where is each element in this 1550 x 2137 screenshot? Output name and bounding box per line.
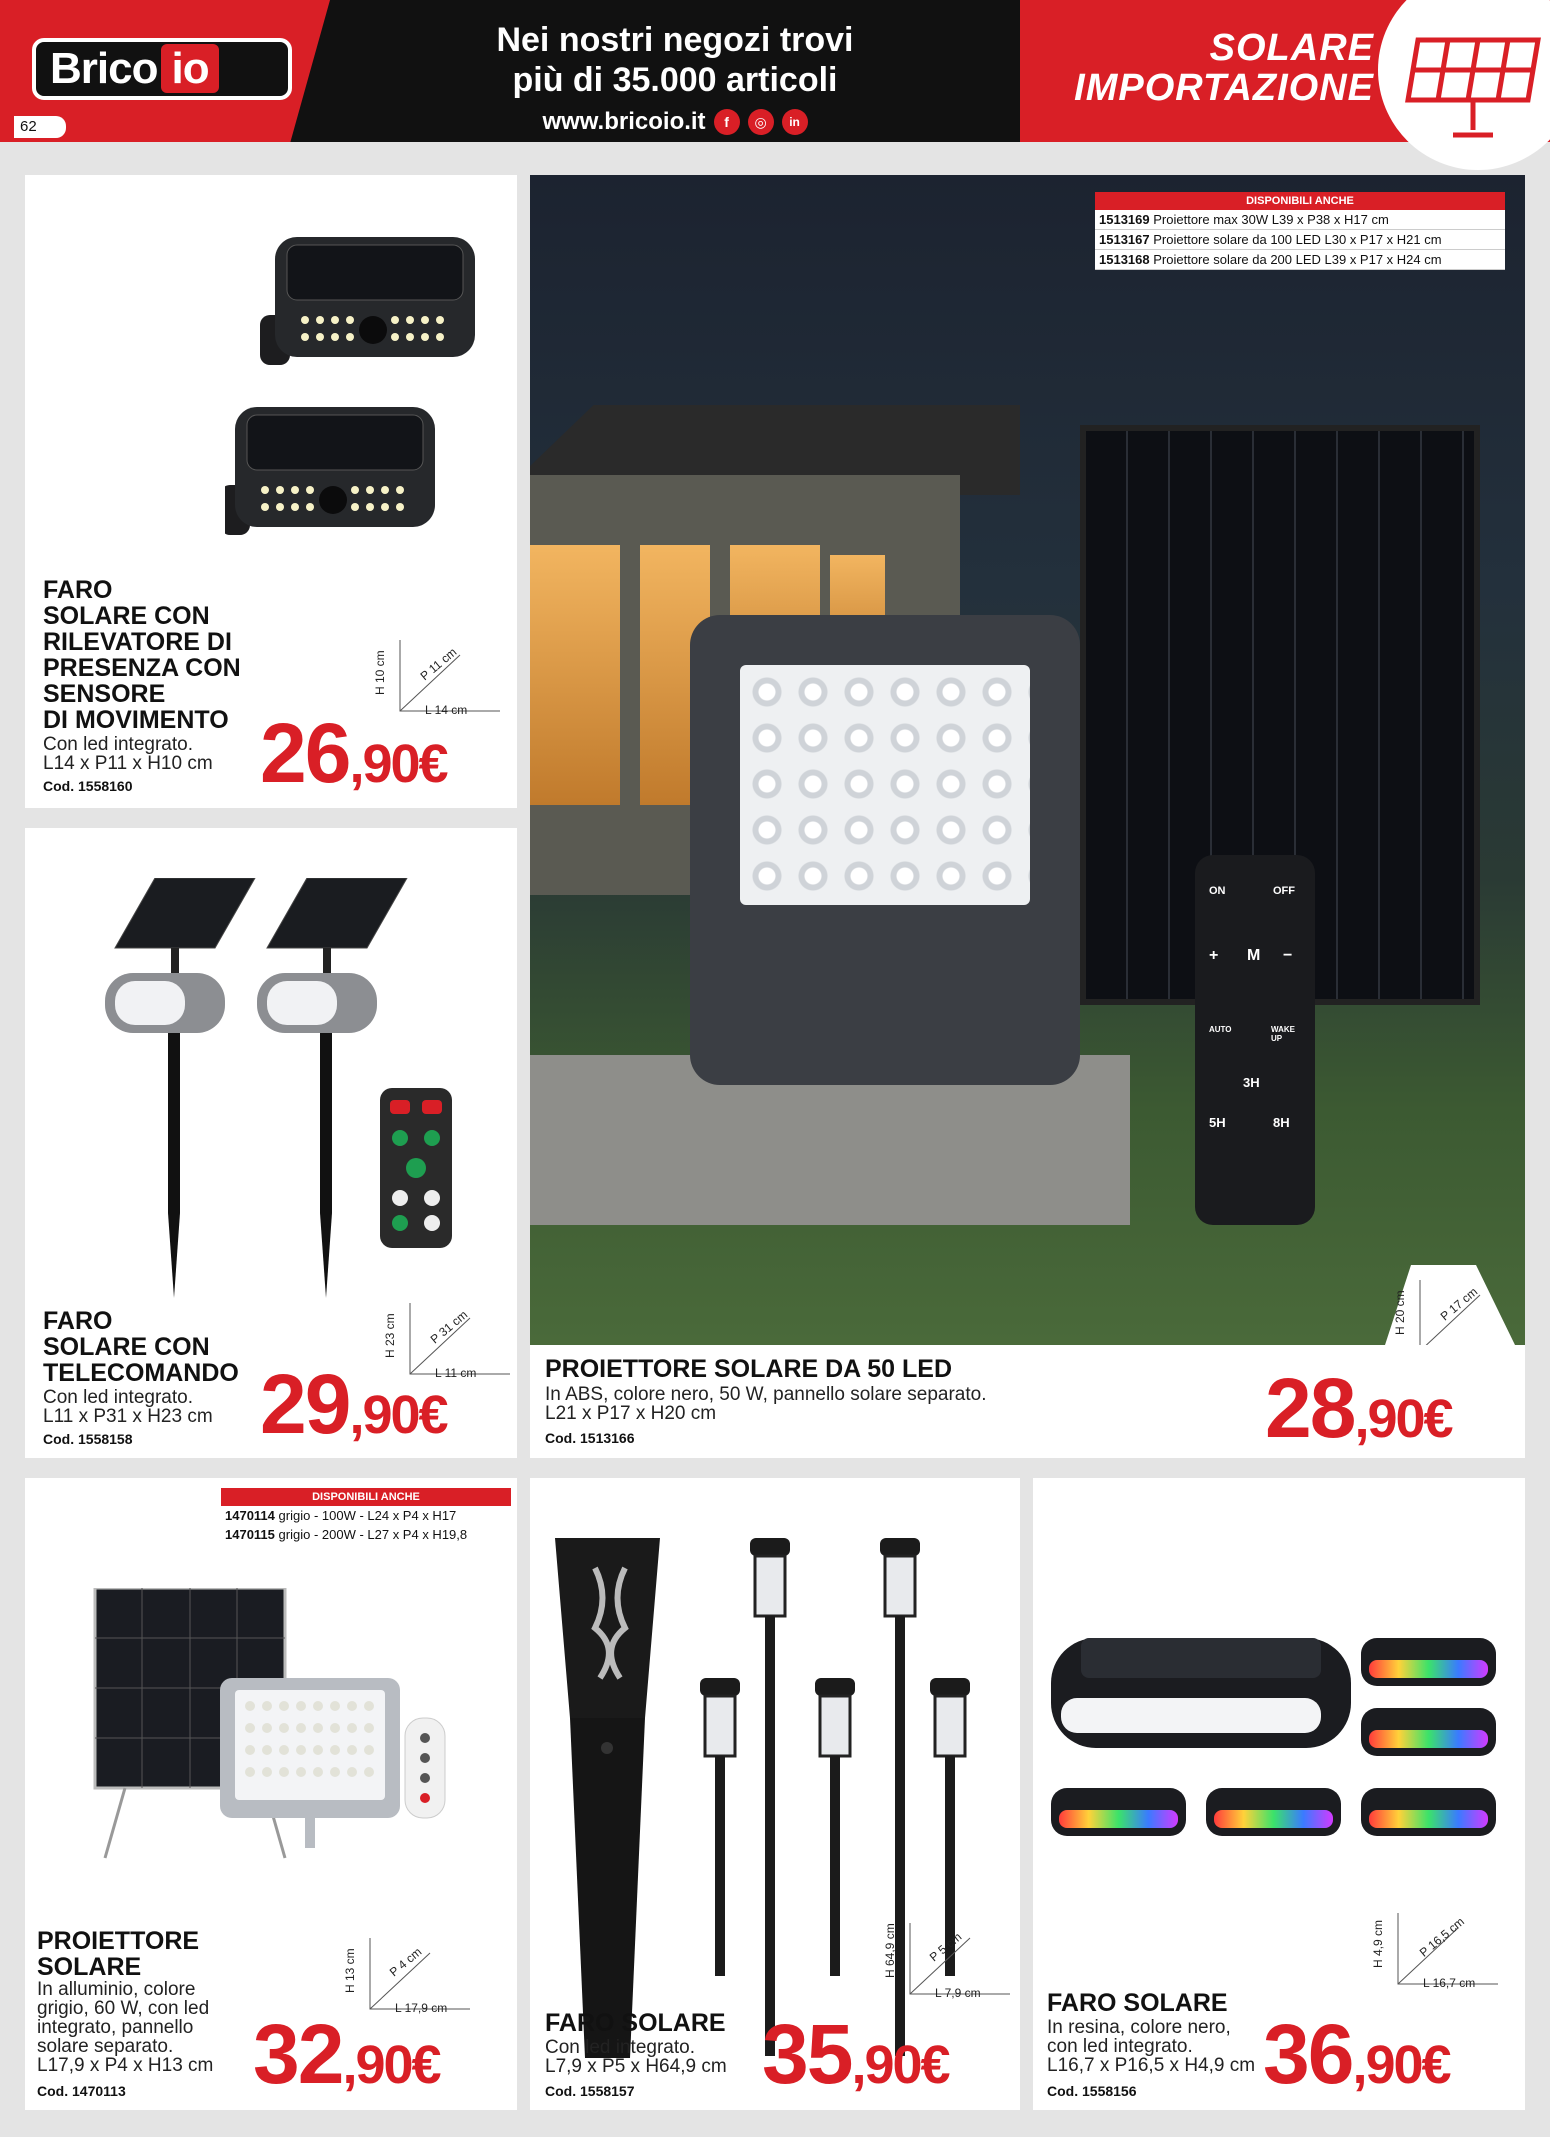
dimension-height: H 23 cm (383, 1313, 397, 1358)
dimension-length: L 14 cm (425, 703, 468, 717)
product-photo-scene (530, 175, 1525, 1345)
header-logo-area (0, 0, 330, 142)
dimension-length: L 7,9 cm (935, 1986, 981, 2000)
product-price: 36,90€ (1263, 2007, 1450, 2101)
variant-row: 1513169 Proiettore max 30W L39 x P38 x H17 cm (1095, 210, 1505, 230)
header (0, 0, 1550, 142)
product-description: Con led integrato. L11 x P31 x H23 cm (43, 1387, 213, 1427)
linkedin-icon[interactable]: in (782, 109, 808, 135)
product-card-sensor-light[interactable] (25, 175, 517, 808)
product-title: FARO SOLARE CON TELECOMANDO (43, 1307, 239, 1387)
page-number: 62 (14, 116, 66, 138)
dimension-depth: P 4 cm (386, 1944, 425, 1980)
product-description: Con led integrato. L7,9 x P5 x H64,9 cm (545, 2037, 727, 2077)
dimension-depth: P 16,5 cm (1416, 1914, 1468, 1960)
product-price: 28,90€ (1265, 1361, 1452, 1455)
dimension-height: H 4,9 cm (1371, 1919, 1385, 1968)
solar-panel-icon (1378, 0, 1550, 170)
tagline-line2: più di 35.000 articoli (512, 61, 838, 99)
product-code: Cod. 1558160 (43, 778, 133, 794)
product-title: PROIETTORE SOLARE DA 50 LED (545, 1355, 953, 1383)
product-price: 26,90€ (260, 706, 447, 800)
product-image (85, 878, 485, 1298)
product-description: In resina, colore nero, con led integrato. L16,7 x P16,5 x H4,9 cm (1047, 2017, 1256, 2076)
available-variants-projector: DISPONIBILI ANCHE 1470114 grigio - 100W - L24 x P4 x H17 1470115 grigio - 200W - L27 x P4 x H19,8 (221, 1488, 511, 1544)
product-description: In alluminio, colore grigio, 60 W, con led integrato, pannello solare separato. L17,9 x P4 x H13 cm (37, 1979, 214, 2076)
product-description: In ABS, colore nero, 50 W, pannello solare separato. L21 x P17 x H20 cm (545, 1384, 987, 1424)
dimensions-diagram (1363, 1908, 1503, 1998)
product-code: Cod. 1558156 (1047, 2083, 1137, 2099)
brand-prefix: Brico (50, 44, 158, 93)
dimension-height: H 13 cm (343, 1948, 357, 1993)
product-image (225, 215, 485, 555)
product-title: FARO SOLARE (545, 2009, 726, 2037)
section-title-line1: SOLARE (1209, 27, 1374, 69)
dimension-depth: P 17 cm (1437, 1284, 1481, 1324)
tagline-line1: Nei nostri negozi trovi (496, 21, 854, 59)
product-image (85, 1588, 505, 1928)
dimension-depth: P 11 cm (417, 644, 460, 684)
product-card-remote-light[interactable] (25, 828, 517, 1458)
variant-row: 1470115 grigio - 200W - L27 x P4 x H19,8 (225, 1527, 468, 1542)
product-title: FARO SOLARE CON RILEVATORE DI PRESENZA CON SENSORE DI MOVIMENTO (43, 576, 241, 734)
floodlight (690, 615, 1080, 1085)
dimension-length: L 11 cm (435, 1366, 477, 1380)
variant-row: 1470114 grigio - 100W - L24 x P4 x H17 (225, 1508, 457, 1523)
available-variants-floodlight: DISPONIBILI ANCHE 1513169 Proiettore max 30W L39 x P38 x H17 cm 1513167 Proiettore solare da 100 LED L30 x P17 x H21 cm 1513168 Proiettore solare da 200 LED L39 x P17 x H24 cm (1095, 192, 1505, 270)
header-tagline (330, 0, 1020, 142)
product-card-solar-projector[interactable] (25, 1478, 517, 2110)
instagram-icon[interactable]: ◎ (748, 109, 774, 135)
product-code: Cod. 1470113 (37, 2083, 126, 2099)
brand-logo[interactable] (32, 38, 292, 100)
dimension-depth: P 31 cm (427, 1307, 471, 1347)
product-code: Cod. 1558158 (43, 1431, 133, 1447)
brand-suffix: io (161, 44, 218, 93)
dimension-length: L 17,9 cm (395, 2001, 448, 2015)
product-price: 32,90€ (253, 2007, 440, 2101)
product-code: Cod. 1513166 (545, 1430, 635, 1446)
product-card-garden-torch[interactable] (530, 1478, 1020, 2110)
dimension-height: H 64,9 cm (883, 1923, 897, 1978)
dimension-length: L 16,7 cm (1423, 1976, 1476, 1990)
variant-row: 1513168 Proiettore solare da 200 LED L39 x P17 x H24 cm (1095, 250, 1505, 270)
facebook-icon[interactable]: f (714, 109, 740, 135)
dimension-height: H 10 cm (373, 650, 387, 695)
website-link[interactable]: www.bricoio.it (542, 108, 706, 135)
dimension-height: H 20 cm (1393, 1290, 1407, 1335)
remote-control: ON OFF + M − AUTO WAKE UP 3H 5H 8H (1195, 855, 1315, 1225)
product-description: Con led integrato. L14 x P11 x H10 cm (43, 734, 213, 774)
product-price: 29,90€ (260, 1357, 447, 1451)
dimension-depth: P 5 cm (926, 1929, 965, 1965)
variant-row: 1513167 Proiettore solare da 100 LED L30 x P17 x H21 cm (1095, 230, 1505, 250)
product-code: Cod. 1558157 (545, 2083, 635, 2099)
product-card-rgb-wall-light[interactable] (1033, 1478, 1525, 2110)
section-title-line2: IMPORTAZIONE (1074, 67, 1374, 109)
product-title: FARO SOLARE (1047, 1989, 1228, 2017)
section-banner (1020, 0, 1550, 142)
product-price: 35,90€ (762, 2007, 949, 2101)
product-image (1051, 1638, 1511, 1858)
product-title: PROIETTORE SOLARE (37, 1927, 200, 1981)
dimensions-diagram (875, 1918, 1015, 2008)
